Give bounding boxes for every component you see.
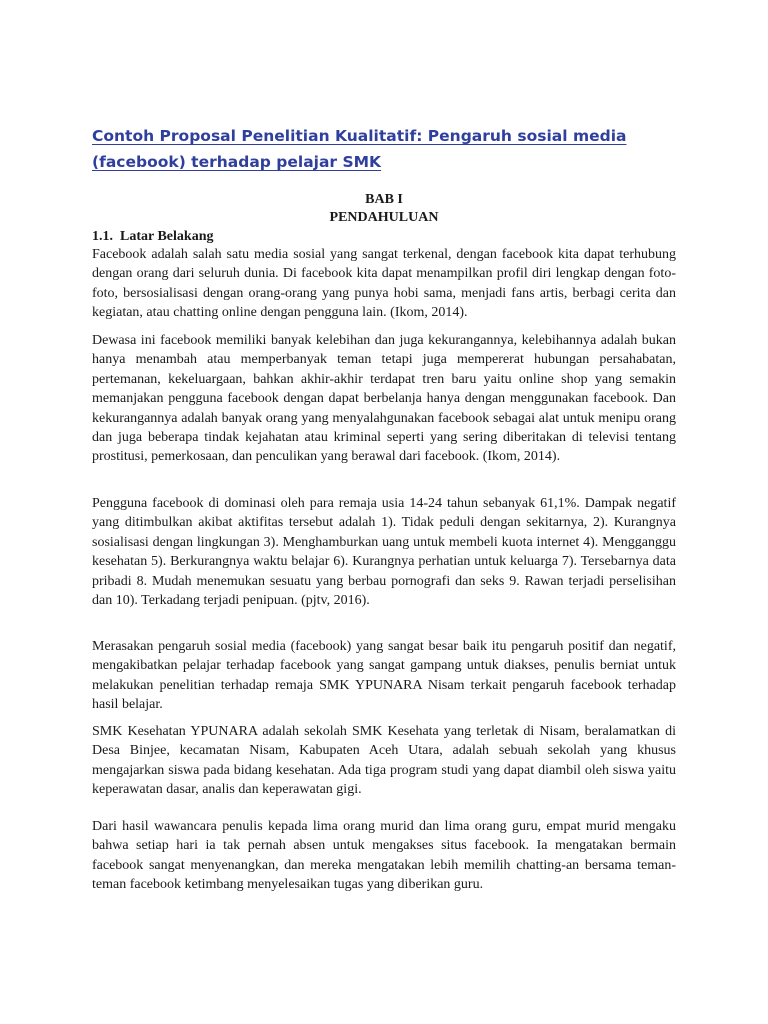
- paragraph-5: SMK Kesehatan YPUNARA adalah sekolah SMK Kesehata yang terletak di Nisam, beralamatkan di Desa Binjee, kecamatan Nisam, Kabupaten Aceh Utara, adalah sebuah sekolah yang khusus mengajarkan siswa pada bidang kesehatan. Ada tiga program studi yang dapat diambil oleh siswa yaitu keperawatan dasar, analis dan keperawatan gigi.: [92, 724, 676, 798]
- paragraph-1: Facebook adalah salah satu media sosial yang sangat terkenal, dengan facebook kita dapat terhubung dengan orang dari seluruh dunia. Di facebook kita dapat menampilkan profil diri lengkap dengan foto-foto, bersosialisasi dengan orang-orang yang punya hobi sama, menjadi fans artis, berbagi cerita dan kegiatan, atau chatting online dengan pengguna lain. (Ikom, 2014).: [92, 247, 676, 321]
- section-heading: [92, 228, 213, 246]
- document-title-text: Contoh Proposal Penelitian Kualitatif: Pengaruh sosial media (facebook) terhadap pelajar SMK: [92, 127, 627, 171]
- paragraph-3: Pengguna facebook di dominasi oleh para remaja usia 14-24 tahun sebanyak 61,1%. Dampak negatif yang ditimbulkan akibat aktifitas tersebut adalah 1). Tidak peduli dengan sekitarnya, 2). Kurangnya sosialisasi dengan lingkungan 3). Menghamburkan uang untuk membeli kuota internet 4). Mengganggu kesehatan 5). Berkurangnya waktu belajar 6). Kurangnya perhatian untuk keluarga 7). Tersebarnya data pribadi 8. Mudah menemukan sesuatu yang berbau pornografi dan seks 9. Rawan terjadi perselisihan dan 10). Terkadang terjadi penipuan. (pjtv, 2016).: [92, 496, 676, 609]
- document-title-link[interactable]: [92, 123, 692, 175]
- paragraph-2: Dewasa ini facebook memiliki banyak kelebihan dan juga kekurangannya, kelebihannya adalah bukan hanya menambah atau memperbanyak teman tetapi juga mempererat hubungan persahabatan, pertemanan, kekeluargaan, bahkan akhir-akhir terdapat tren baru yaitu online shop yang semakin memanjakan pengguna facebook dengan dapat berbelanja hanya dengan menggunakan facebook. Dan kekurangannya adalah banyak orang yang menyalahgunakan facebook sebagai alat untuk menipu orang dan juga beberapa tindak kejahatan atau kriminal seperti yang sering diberitakan di televisi tentang prostitusi, pemerkosaan, dan penculikan yang berawal dari facebook. (Ikom, 2014).: [92, 333, 676, 465]
- section-number: 1.1.: [92, 229, 113, 244]
- chapter-title: PENDAHULUAN: [329, 210, 439, 225]
- paragraph-4: Merasakan pengaruh sosial media (facebook) yang sangat besar baik itu pengaruh positif dan negatif, mengakibatkan pelajar terhadap facebook yang sangat gampang untuk diakses, penulis berniat untuk melakukan penelitian terhadap remaja SMK YPUNARA Nisam terkait pengaruh facebook terhadap hasil belajar.: [92, 639, 676, 713]
- section-title: Latar Belakang: [120, 229, 214, 244]
- paragraph-6: Dari hasil wawancara penulis kepada lima orang murid dan lima orang guru, empat murid mengaku bahwa setiap hari ia tak pernah absen untuk mengakses situs facebook. Ia mengatakan bermain facebook sangat menyenangkan, dan mereka mengatakan lebih memilih chatting-an bersama teman-teman facebook ketimbang menyelesaikan tugas yang diberikan guru.: [92, 819, 676, 893]
- chapter-number: BAB I: [365, 192, 403, 207]
